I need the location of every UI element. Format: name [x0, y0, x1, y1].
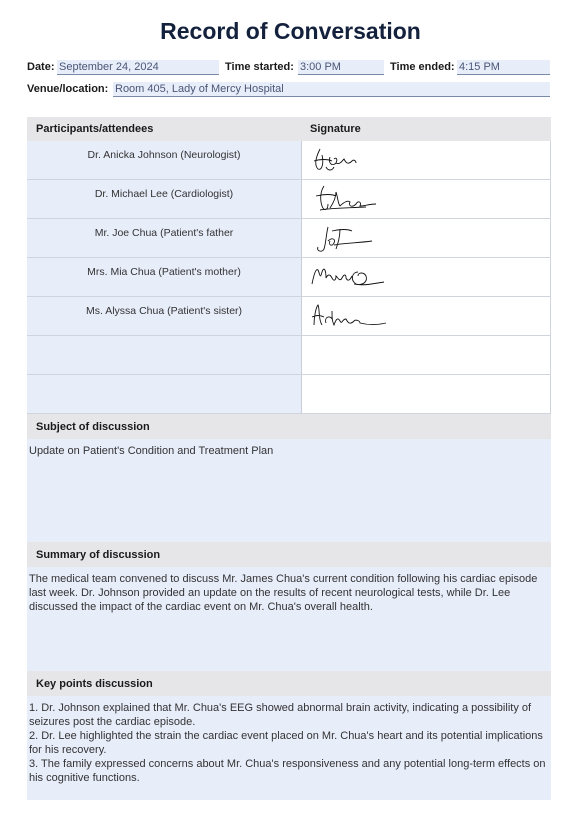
subject-header-label: Subject of discussion [36, 421, 150, 433]
participant-row [27, 180, 551, 219]
summary-header [27, 542, 551, 567]
signature-cell[interactable] [303, 180, 551, 218]
time-ended-label: Time ended: [390, 61, 455, 73]
participant-name[interactable] [27, 336, 302, 374]
signature-column-header: Signature [310, 123, 361, 135]
signature-cell[interactable] [303, 375, 551, 413]
key-point-item: 1. Dr. Johnson explained that Mr. Chua's EEG showed abnormal brain activity, indicating a possibility of seizures post the cardiac episode. [29, 702, 532, 728]
participant-row [27, 375, 551, 414]
date-field[interactable]: September 24, 2024 [57, 60, 219, 75]
key-points-header-label: Key points discussion [36, 678, 153, 690]
signature-image [306, 221, 386, 255]
participants-header-row [27, 117, 551, 141]
date-time-row [27, 61, 551, 77]
record-table [27, 117, 551, 800]
signature-image [306, 260, 390, 294]
participant-row [27, 141, 551, 180]
signature-cell[interactable] [303, 141, 551, 179]
signature-cell[interactable] [303, 297, 551, 335]
venue-label: Venue/location: [27, 83, 109, 95]
time-started-field[interactable]: 3:00 PM [298, 60, 384, 75]
participant-name[interactable]: Mr. Joe Chua (Patient's father [27, 219, 302, 257]
signature-cell[interactable] [303, 336, 551, 374]
subject-body[interactable]: Update on Patient's Condition and Treatment Plan [27, 439, 551, 542]
document-title: Record of Conversation [160, 18, 421, 44]
signature-image [306, 143, 386, 177]
key-points-body[interactable] [27, 696, 551, 800]
signature-image [306, 299, 390, 333]
time-started-label: Time started: [225, 61, 294, 73]
participant-name[interactable]: Ms. Alyssa Chua (Patient's sister) [27, 297, 302, 335]
time-ended-field[interactable]: 4:15 PM [457, 60, 550, 75]
key-points-header [27, 671, 551, 696]
signature-cell[interactable] [303, 258, 551, 296]
key-point-item: 3. The family expressed concerns about Mr. Chua's responsiveness and any potential long-term effects on his cognitive functions. [29, 758, 546, 784]
venue-row [27, 83, 551, 99]
participant-row [27, 219, 551, 258]
participant-name[interactable]: Dr. Anicka Johnson (Neurologist) [27, 141, 302, 179]
venue-field[interactable]: Room 405, Lady of Mercy Hospital [113, 82, 550, 97]
participant-name[interactable]: Dr. Michael Lee (Cardiologist) [27, 180, 302, 218]
participant-row [27, 258, 551, 297]
signature-image [306, 182, 386, 216]
summary-header-label: Summary of discussion [36, 549, 161, 561]
participant-name[interactable] [27, 375, 302, 413]
subject-header [27, 414, 551, 439]
signature-cell[interactable] [303, 219, 551, 257]
participant-row [27, 336, 551, 375]
summary-body[interactable]: The medical team convened to discuss Mr. James Chua's current condition following his cardiac episode last week. Dr. Johnson provided an update on the results of recent neurological tests, while Dr. Lee discussed the impact of the cardiac event on Mr. Chua's overall health. [27, 567, 551, 671]
date-label: Date: [27, 61, 55, 73]
participant-name[interactable]: Mrs. Mia Chua (Patient's mother) [27, 258, 302, 296]
participant-row [27, 297, 551, 336]
key-point-item: 2. Dr. Lee highlighted the strain the cardiac event placed on Mr. Chua's heart and its potential implications for his recovery. [29, 730, 543, 756]
participants-column-header: Participants/attendees [36, 123, 154, 135]
